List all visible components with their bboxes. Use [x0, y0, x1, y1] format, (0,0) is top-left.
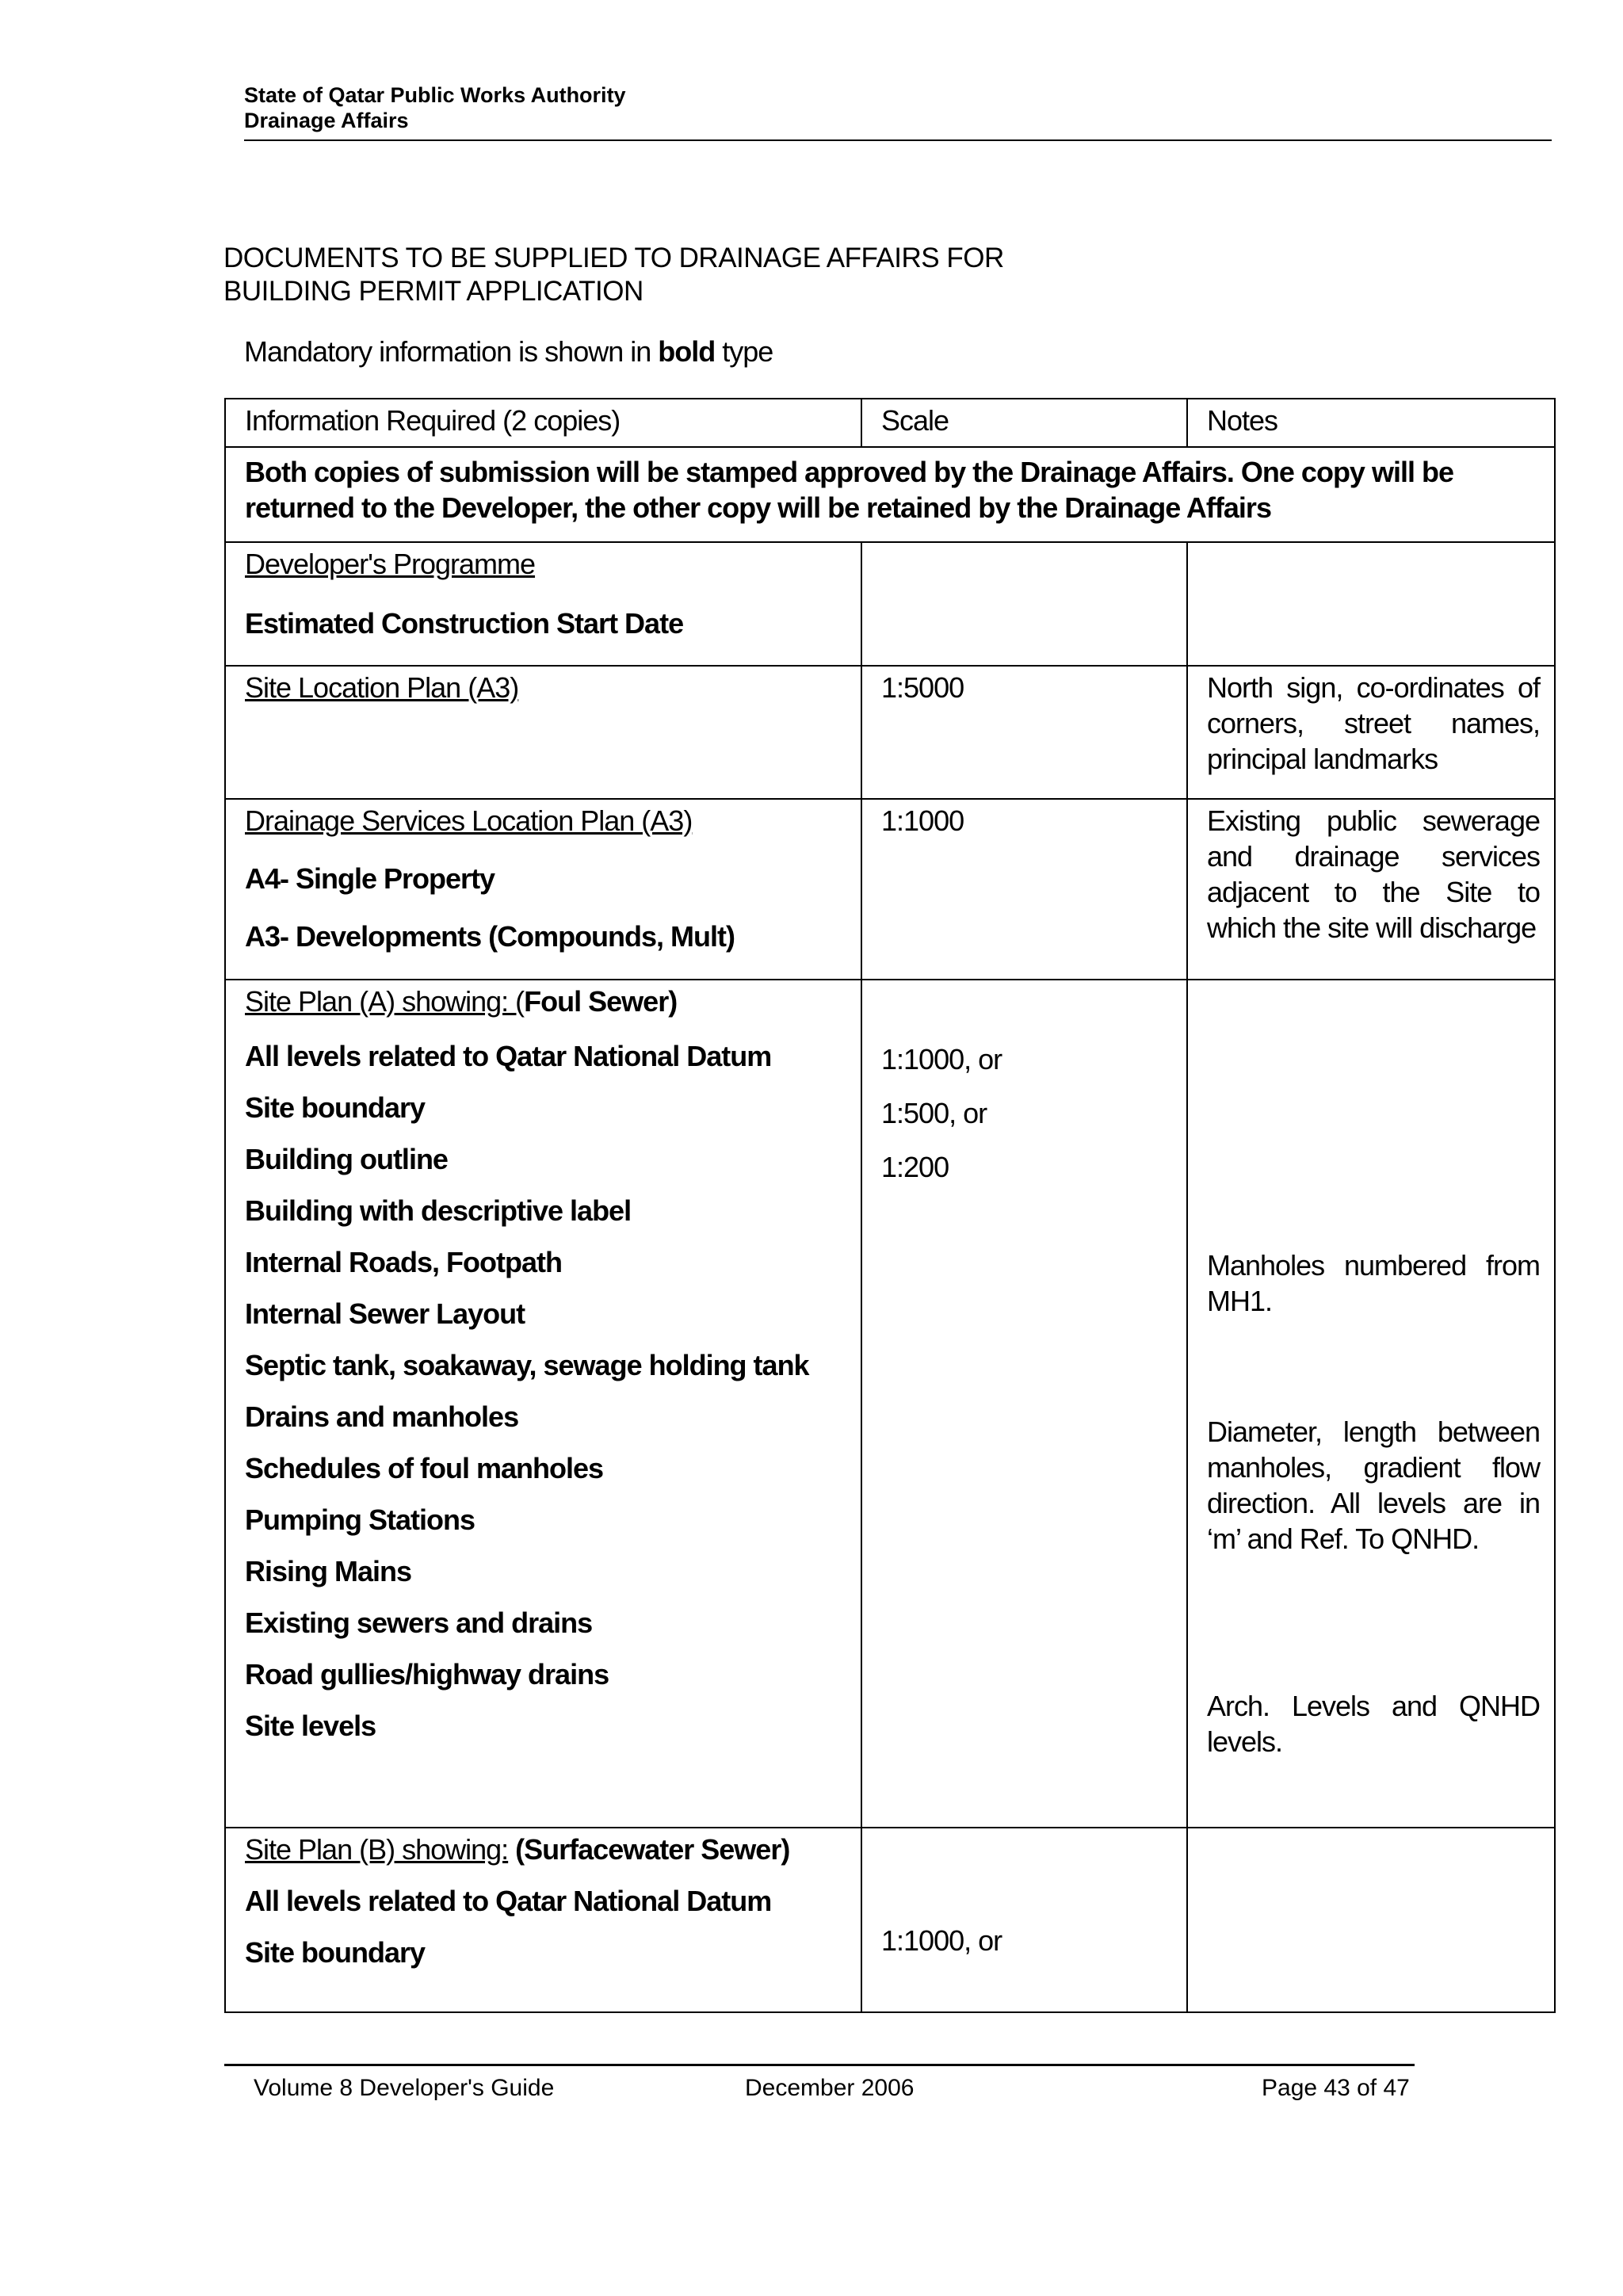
- dev-programme-cell: [225, 542, 861, 666]
- header-dept: Drainage Affairs: [244, 109, 409, 132]
- header-scale: Scale: [861, 399, 1187, 447]
- footer-date: December 2006: [745, 2075, 915, 2101]
- site-plan-a-note-3: Arch. Levels and QNHD levels.: [1207, 1690, 1540, 1758]
- requirements-table: [224, 398, 1556, 2013]
- list-item: Internal Sewer Layout: [245, 1297, 525, 1330]
- drainage-services-item-1: A4- Single Property: [245, 862, 495, 895]
- table-row: [225, 666, 1555, 799]
- list-item: Building outline: [245, 1143, 448, 1175]
- footer-page-number: Page 43 of 47: [1262, 2075, 1410, 2101]
- scale-option: 1:500, or: [881, 1097, 987, 1129]
- site-location-scale: 1:5000: [861, 666, 1187, 799]
- site-plan-a-scales: [861, 980, 1187, 1828]
- list-item: Drains and manholes: [245, 1400, 519, 1433]
- site-plan-a-notes: [1187, 980, 1555, 1828]
- list-item: Site boundary: [245, 1936, 426, 1969]
- header-info: Information Required (2 copies): [225, 399, 861, 447]
- title-line-2: BUILDING PERMIT APPLICATION: [223, 276, 643, 307]
- site-plan-b-heading: [245, 1832, 846, 1867]
- table-row: [225, 1828, 1555, 2012]
- banner-text: Both copies of submission will be stamped approved by the Drainage Affairs. One copy will be returned to the Developer, the other copy will be retained by the Drainage Affairs: [225, 447, 1555, 542]
- list-item: Building with descriptive label: [245, 1194, 632, 1227]
- site-plan-b-cell: [225, 1828, 861, 2012]
- table-row: [225, 799, 1555, 980]
- dev-programme-scale: [861, 542, 1187, 666]
- mandatory-note: [244, 335, 773, 369]
- drainage-services-item-2: A3- Developments (Compounds, Mult): [245, 920, 735, 953]
- header-divider: [244, 139, 1552, 141]
- site-plan-b-scale: [861, 1828, 1187, 2012]
- site-plan-a-heading-rest: Foul Sewer): [524, 985, 678, 1018]
- site-plan-b-heading-underlined: Site Plan (B) showing:: [245, 1833, 509, 1866]
- site-location-notes: North sign, co-ordinates of corners, street names, principal landmarks: [1187, 666, 1555, 799]
- list-item: Rising Mains: [245, 1555, 412, 1587]
- mandatory-prefix: Mandatory information is shown in: [244, 335, 659, 368]
- site-plan-a-note-2: Diameter, length between manholes, gradient flow direction. All levels are in ‘m’ and Ref. To QNHD.: [1207, 1415, 1540, 1555]
- mandatory-suffix: type: [715, 335, 773, 368]
- site-plan-a-note-1: Manholes numbered from MH1.: [1207, 1249, 1540, 1317]
- site-plan-b-heading-rest: (Surfacewater Sewer): [508, 1833, 790, 1866]
- title-line-1: DOCUMENTS TO BE SUPPLIED TO DRAINAGE AFFAIRS FOR: [223, 243, 1004, 273]
- dev-programme-item: Estimated Construction Start Date: [245, 607, 684, 640]
- banner-row: [225, 447, 1555, 542]
- footer-divider: [224, 2064, 1415, 2066]
- list-item: Schedules of foul manholes: [245, 1452, 604, 1484]
- site-plan-a-heading: [245, 984, 846, 1019]
- list-item: Septic tank, soakaway, sewage holding tank: [245, 1349, 809, 1381]
- site-plan-a-heading-underlined: Site Plan (A) showing: (: [245, 985, 525, 1018]
- document-title: [223, 242, 1412, 308]
- list-item: Existing sewers and drains: [245, 1606, 593, 1639]
- list-item: All levels related to Qatar National Datum: [245, 1040, 772, 1072]
- list-item: Site boundary: [245, 1091, 426, 1124]
- drainage-services-scale: 1:1000: [861, 799, 1187, 980]
- list-item: Pumping Stations: [245, 1503, 475, 1536]
- header-org: State of Qatar Public Works Authority: [244, 83, 626, 107]
- page-header: [244, 82, 1552, 133]
- list-item: Site levels: [245, 1710, 376, 1742]
- drainage-services-cell: [225, 799, 861, 980]
- scale-option: 1:1000, or: [881, 1924, 1002, 1957]
- table-row: [225, 542, 1555, 666]
- drainage-services-notes: Existing public sewerage and drainage services adjacent to the Site to which the site will discharge: [1187, 799, 1555, 980]
- scale-option: 1:200: [881, 1151, 949, 1183]
- footer-volume: Volume 8 Developer's Guide: [254, 2075, 555, 2101]
- mandatory-bold-word: bold: [658, 335, 716, 368]
- list-item: All levels related to Qatar National Datum: [245, 1885, 772, 1917]
- table-header-row: [225, 399, 1555, 447]
- header-notes: Notes: [1187, 399, 1555, 447]
- site-location-heading: Site Location Plan (A3): [245, 671, 519, 704]
- dev-programme-heading: Developer's Programme: [245, 548, 536, 580]
- list-item: Internal Roads, Footpath: [245, 1246, 563, 1278]
- drainage-services-heading: Drainage Services Location Plan (A3): [245, 804, 693, 837]
- scale-option: 1:1000, or: [881, 1043, 1002, 1075]
- table-row: [225, 980, 1555, 1828]
- list-item: Road gullies/highway drains: [245, 1658, 609, 1690]
- site-plan-a-cell: [225, 980, 861, 1828]
- dev-programme-notes: [1187, 542, 1555, 666]
- site-location-cell: [225, 666, 861, 799]
- site-plan-b-notes: [1187, 1828, 1555, 2012]
